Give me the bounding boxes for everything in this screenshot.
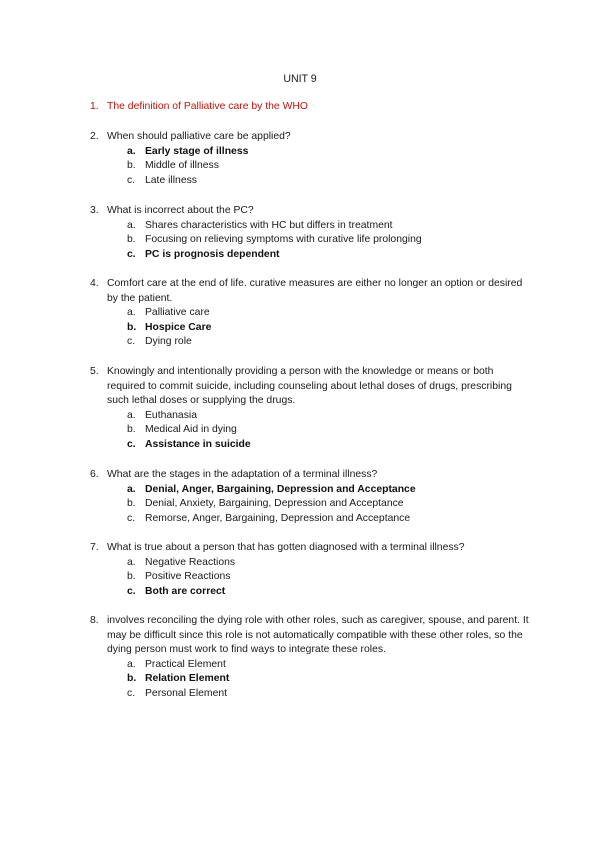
option-text: Denial, Anger, Bargaining, Depression and Acceptance <box>145 483 416 495</box>
question-7 <box>90 541 530 599</box>
option-text: Middle of illness <box>145 160 219 171</box>
question-8 <box>90 614 530 701</box>
option-text: Hospice Care <box>145 321 212 333</box>
option-text: Shares characteristics with HC but differs in treatment <box>145 219 393 231</box>
option-text: Palliative care <box>145 307 210 318</box>
question-number: 3. <box>90 205 99 216</box>
option-text: Both are correct <box>145 585 226 597</box>
options-list <box>90 409 530 453</box>
option-text: Medical Aid in dying <box>145 424 237 435</box>
options-list <box>90 145 530 189</box>
question-text: Comfort care at the end of life. curative measures are either no longer an option or desired by the patient. <box>107 278 523 304</box>
option-c <box>90 687 530 702</box>
question-text: involves reconciling the dying role with other roles, such as caregiver, spouse, and parent. It may be difficult since this role is not automatically compatible with these other roles, so the dying person must work to find ways to integrate these roles. <box>107 615 529 655</box>
option-text: Euthanasia <box>145 409 197 421</box>
option-a <box>90 483 530 498</box>
option-c <box>90 585 530 600</box>
option-a <box>90 658 530 673</box>
option-text: Positive Reactions <box>145 571 231 582</box>
options-list <box>90 483 530 527</box>
question-3 <box>90 204 530 262</box>
option-text: Denial, Anxiety, Bargaining, Depression and Acceptance <box>145 498 404 509</box>
question-1 <box>90 100 530 115</box>
option-letter: b. <box>127 673 137 684</box>
question-4 <box>90 277 530 350</box>
options-list <box>90 219 530 263</box>
option-c <box>90 512 530 527</box>
option-letter: b. <box>127 498 136 509</box>
question-number: 5. <box>90 366 99 377</box>
option-letter: c. <box>127 512 136 524</box>
option-text: Negative Reactions <box>145 556 236 568</box>
option-text: Relation Element <box>145 673 230 684</box>
option-c <box>90 335 530 350</box>
option-text: Focusing on relieving symptoms with curative life prolonging <box>145 234 422 245</box>
option-b <box>90 570 530 585</box>
option-text: Assistance in suicide <box>145 438 251 450</box>
option-letter: c. <box>127 336 136 347</box>
option-letter: a. <box>127 556 136 568</box>
option-text: Practical Element <box>145 658 226 670</box>
option-letter: a. <box>127 307 136 318</box>
question-6 <box>90 468 530 526</box>
option-letter: c. <box>127 687 136 699</box>
option-letter: a. <box>127 219 136 231</box>
option-letter: c. <box>127 248 136 260</box>
question-text: When should palliative care be applied? <box>107 131 291 142</box>
option-a <box>90 556 530 571</box>
option-text: Remorse, Anger, Bargaining, Depression and Acceptance <box>145 512 411 524</box>
question-number: 8. <box>90 615 99 626</box>
options-list <box>90 556 530 600</box>
option-b <box>90 672 530 687</box>
options-list <box>90 658 530 702</box>
option-letter: a. <box>127 409 136 421</box>
option-b <box>90 233 530 248</box>
question-text: What is true about a person that has gotten diagnosed with a terminal illness? <box>107 542 465 553</box>
option-c <box>90 248 530 263</box>
option-a <box>90 409 530 424</box>
question-2 <box>90 130 530 188</box>
question-number: 4. <box>90 278 99 289</box>
option-b <box>90 423 530 438</box>
option-letter: b. <box>127 321 137 333</box>
option-text: Late illness <box>145 174 197 186</box>
option-b <box>90 159 530 174</box>
question-text: What are the stages in the adaptation of a terminal illness? <box>107 469 378 480</box>
unit-title: UNIT 9 <box>283 73 317 85</box>
option-letter: b. <box>127 234 136 245</box>
option-letter: a. <box>127 658 136 670</box>
question-number: 2. <box>90 131 99 142</box>
option-text: Dying role <box>145 336 192 347</box>
option-a <box>90 219 530 234</box>
option-a <box>90 145 530 160</box>
option-letter: c. <box>127 174 136 186</box>
option-b <box>90 321 530 336</box>
question-number: 1. <box>90 101 99 112</box>
question-5 <box>90 365 530 452</box>
option-a <box>90 306 530 321</box>
option-text: Early stage of illness <box>145 145 249 157</box>
option-letter: c. <box>127 585 136 597</box>
question-text: Knowingly and intentionally providing a person with the knowledge or means or both required to commit suicide, including counseling about lethal doses of drugs, prescribing such lethal doses or supplying the drugs. <box>107 366 512 406</box>
options-list <box>90 306 530 350</box>
option-letter: a. <box>127 483 136 495</box>
question-text: What is incorrect about the PC? <box>107 205 254 216</box>
option-letter: b. <box>127 571 136 582</box>
option-b <box>90 497 530 512</box>
option-c <box>90 174 530 189</box>
option-letter: b. <box>127 160 136 171</box>
option-letter: a. <box>127 145 136 157</box>
question-number: 6. <box>90 469 99 480</box>
question-number: 7. <box>90 542 99 553</box>
option-text: PC is prognosis dependent <box>145 248 280 260</box>
option-c <box>90 438 530 453</box>
question-text: The definition of Palliative care by the WHO <box>107 101 308 112</box>
option-letter: b. <box>127 424 136 435</box>
option-text: Personal Element <box>145 687 228 699</box>
option-letter: c. <box>127 438 136 450</box>
